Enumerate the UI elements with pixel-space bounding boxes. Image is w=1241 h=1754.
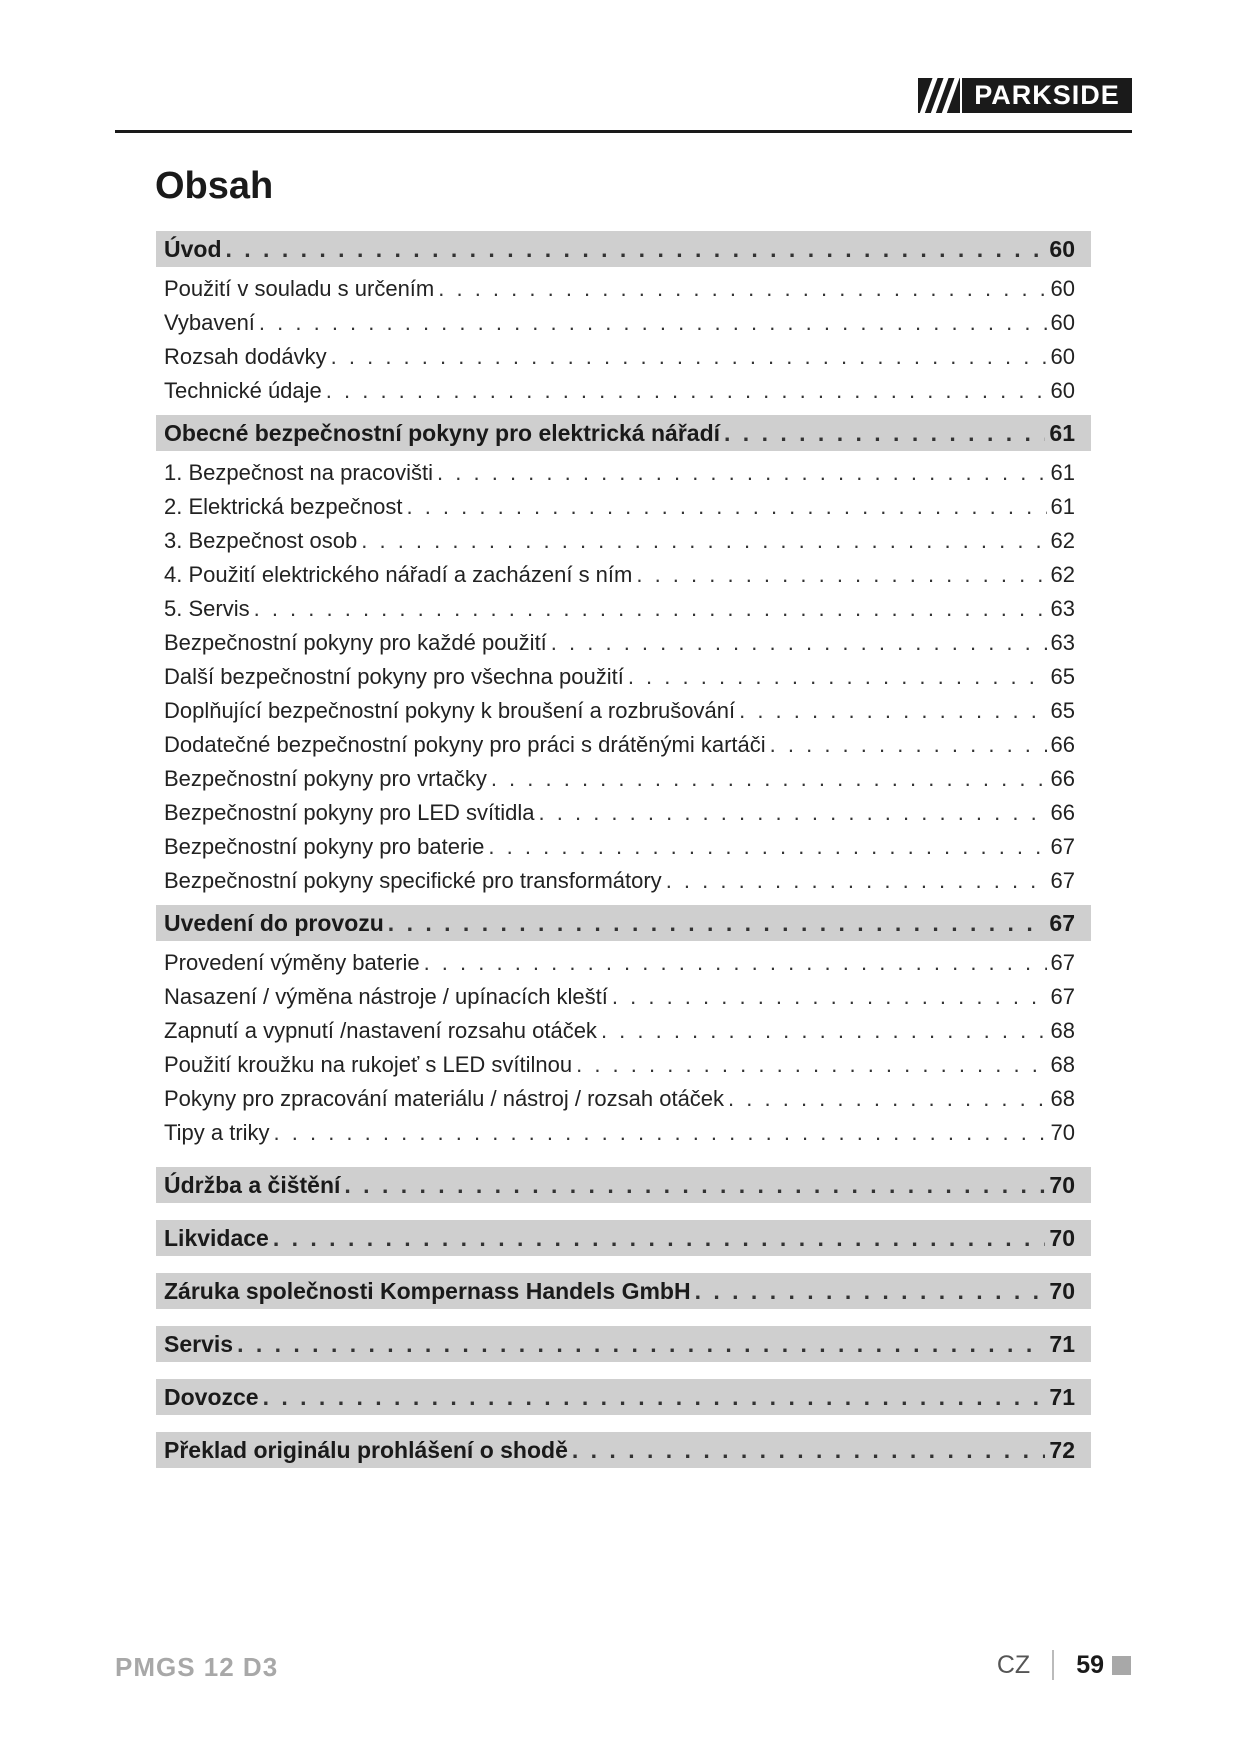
leader-dots [488,834,1046,860]
toc-page-number: 70 [1049,1224,1075,1251]
toc-item[interactable] [156,374,1091,408]
toc-page-number: 60 [1050,310,1075,335]
leader-dots [361,528,1046,554]
parkside-logo [918,78,1132,113]
leader-dots [491,766,1047,792]
toc-page-number: 60 [1050,276,1075,301]
toc-page-number: 63 [1050,630,1075,655]
leader-dots [273,1225,1046,1252]
toc-item-label: 5. Servis [164,596,250,621]
toc-item[interactable] [156,558,1091,592]
toc-item[interactable] [156,728,1091,762]
toc-item[interactable] [156,980,1091,1014]
square-icon [1112,1656,1131,1675]
toc-item-label: Doplňující bezpečnostní pokyny k broušení a rozbrušování [164,698,736,723]
toc-page-number: 67 [1050,834,1075,859]
leader-dots [628,664,1047,690]
toc-item-label: 3. Bezpečnost osob [164,528,358,553]
toc-page-number: 68 [1050,1052,1075,1077]
toc-section-obecne-bezpecnostni-pokyny[interactable] [156,415,1091,451]
toc-item[interactable] [156,1048,1091,1082]
leader-dots [331,344,1047,370]
toc-section-label: Servis [164,1330,234,1357]
toc-page-number: 67 [1050,950,1075,975]
toc-section-label: Dovozce [164,1383,259,1410]
toc-section-udrzba-a-cisteni[interactable] [156,1167,1091,1203]
toc-item-label: 2. Elektrická bezpečnost [164,494,403,519]
toc-section-label: Překlad originálu prohlášení o shodě [164,1436,568,1463]
toc-page-number: 60 [1050,378,1075,403]
toc-item[interactable] [156,626,1091,660]
toc-item-label: Pokyny pro zpracování materiálu / nástroj / rozsah otáček [164,1086,725,1111]
toc-item[interactable] [156,306,1091,340]
toc-page-number: 61 [1050,494,1075,519]
toc-section-label: Obecné bezpečnostní pokyny pro elektrická nářadí [164,419,721,446]
leader-dots [226,236,1046,263]
toc-section-preklad-prohlaseni[interactable] [156,1432,1091,1468]
logo-slashes-icon [918,78,960,113]
page-title: Obsah [155,165,274,207]
toc-item[interactable] [156,1014,1091,1048]
leader-dots [437,460,1046,486]
toc-item-label: 4. Použití elektrického nářadí a zacházení s ním [164,562,633,587]
toc-page-number: 62 [1050,562,1075,587]
toc-page-number: 67 [1050,868,1075,893]
toc-item-label: Další bezpečnostní pokyny pro všechna použití [164,664,624,689]
leader-dots [572,1437,1046,1464]
leader-dots [259,310,1047,336]
toc-item-label: Použití v souladu s určením [164,276,435,301]
toc-item[interactable] [156,456,1091,490]
toc-item[interactable] [156,490,1091,524]
toc-page-number: 70 [1049,1277,1075,1304]
toc-page-number: 70 [1049,1171,1075,1198]
toc-page-number: 61 [1049,419,1075,446]
footer-separator [1052,1650,1054,1680]
toc-item-label: Nasazení / výměna nástroje / upínacích kleští [164,984,608,1009]
toc-item-label: Provedení výměny baterie [164,950,420,975]
toc-item-label: Bezpečnostní pokyny pro každé použití [164,630,547,655]
toc-section-zaruka[interactable] [156,1273,1091,1309]
toc-section-servis[interactable] [156,1326,1091,1362]
toc-item-label: Technické údaje [164,378,322,403]
leader-dots [724,420,1045,447]
footer-language: CZ [996,1650,1031,1679]
toc-item-label: Zapnutí a vypnutí /nastavení rozsahu otáček [164,1018,597,1043]
leader-dots [326,378,1047,404]
toc-item[interactable] [156,524,1091,558]
toc-section-label: Údržba a čištění [164,1171,341,1198]
leader-dots [601,1018,1047,1044]
leader-dots [636,562,1046,588]
logo-text: PARKSIDE [974,80,1120,110]
toc-section-uvod[interactable] [156,231,1091,267]
toc-section-label: Likvidace [164,1224,269,1251]
leader-dots [254,596,1047,622]
leader-dots [424,950,1047,976]
toc-item-label: Rozsah dodávky [164,344,327,369]
toc-item-label: 1. Bezpečnost na pracovišti [164,460,434,485]
toc-page-number: 65 [1050,698,1075,723]
toc-page-number: 72 [1049,1436,1075,1463]
toc-page-number: 67 [1049,909,1075,936]
leader-dots [344,1172,1045,1199]
toc-page-number: 70 [1050,1120,1075,1145]
toc-page-number: 63 [1050,596,1075,621]
toc-section-uvedeni-do-provozu[interactable] [156,905,1091,941]
leader-dots [612,984,1047,1010]
footer-page-info [997,1650,1131,1680]
toc-section-likvidace[interactable] [156,1220,1091,1256]
toc-page-number: 65 [1050,664,1075,689]
leader-dots [539,800,1047,826]
leader-dots [551,630,1047,656]
toc-item-label: Bezpečnostní pokyny pro baterie [164,834,485,859]
footer-page-number: 59 [1076,1650,1104,1679]
leader-dots [576,1052,1046,1078]
toc-item[interactable] [156,660,1091,694]
toc-item[interactable] [156,830,1091,864]
footer-model: PMGS 12 D3 [115,1652,279,1682]
toc-item-label: Dodatečné bezpečnostní pokyny pro práci s drátěnými kartáči [164,732,766,757]
toc-item-label: Bezpečnostní pokyny specifické pro transformátory [164,868,662,893]
toc-page-number: 61 [1050,460,1075,485]
toc-item-label: Použití kroužku na rukojeť s LED svítilnou [164,1052,573,1077]
leader-dots [406,494,1046,520]
toc-page-number: 71 [1049,1330,1075,1357]
toc-item-label: Bezpečnostní pokyny pro LED svítidla [164,800,535,825]
leader-dots [739,698,1046,724]
toc-item-label: Bezpečnostní pokyny pro vrtačky [164,766,487,791]
toc-page-number: 67 [1050,984,1075,1009]
toc-page-number: 60 [1050,344,1075,369]
leader-dots [770,732,1047,758]
toc-item[interactable] [156,1082,1091,1116]
toc-page-number: 60 [1049,235,1075,262]
toc-item[interactable] [156,272,1091,306]
toc-page-number: 66 [1050,766,1075,791]
toc-item[interactable] [156,694,1091,728]
leader-dots [438,276,1046,302]
toc-item[interactable] [156,796,1091,830]
toc-page-number: 62 [1050,528,1075,553]
toc-item[interactable] [156,1116,1091,1150]
table-of-contents [156,231,1091,1468]
leader-dots [695,1278,1046,1305]
toc-item-label: Vybavení [164,310,255,335]
toc-item[interactable] [156,762,1091,796]
toc-item[interactable] [156,864,1091,898]
leader-dots [237,1331,1045,1358]
toc-section-label: Úvod [164,235,222,262]
toc-section-label: Záruka společnosti Kompernass Handels GmbH [164,1277,691,1304]
toc-item[interactable] [156,946,1091,980]
leader-dots [666,868,1047,894]
toc-page-number: 66 [1050,800,1075,825]
toc-section-dovozce[interactable] [156,1379,1091,1415]
leader-dots [388,910,1046,937]
toc-section-label: Uvedení do provozu [164,909,384,936]
toc-page-number: 66 [1050,732,1075,757]
toc-page-number: 68 [1050,1086,1075,1111]
toc-item[interactable] [156,592,1091,626]
toc-page-number: 68 [1050,1018,1075,1043]
leader-dots [728,1086,1046,1112]
header-rule [115,130,1132,133]
toc-item[interactable] [156,340,1091,374]
toc-item-label: Tipy a triky [164,1120,270,1145]
toc-page-number: 71 [1049,1383,1075,1410]
leader-dots [274,1120,1047,1146]
leader-dots [263,1384,1046,1411]
